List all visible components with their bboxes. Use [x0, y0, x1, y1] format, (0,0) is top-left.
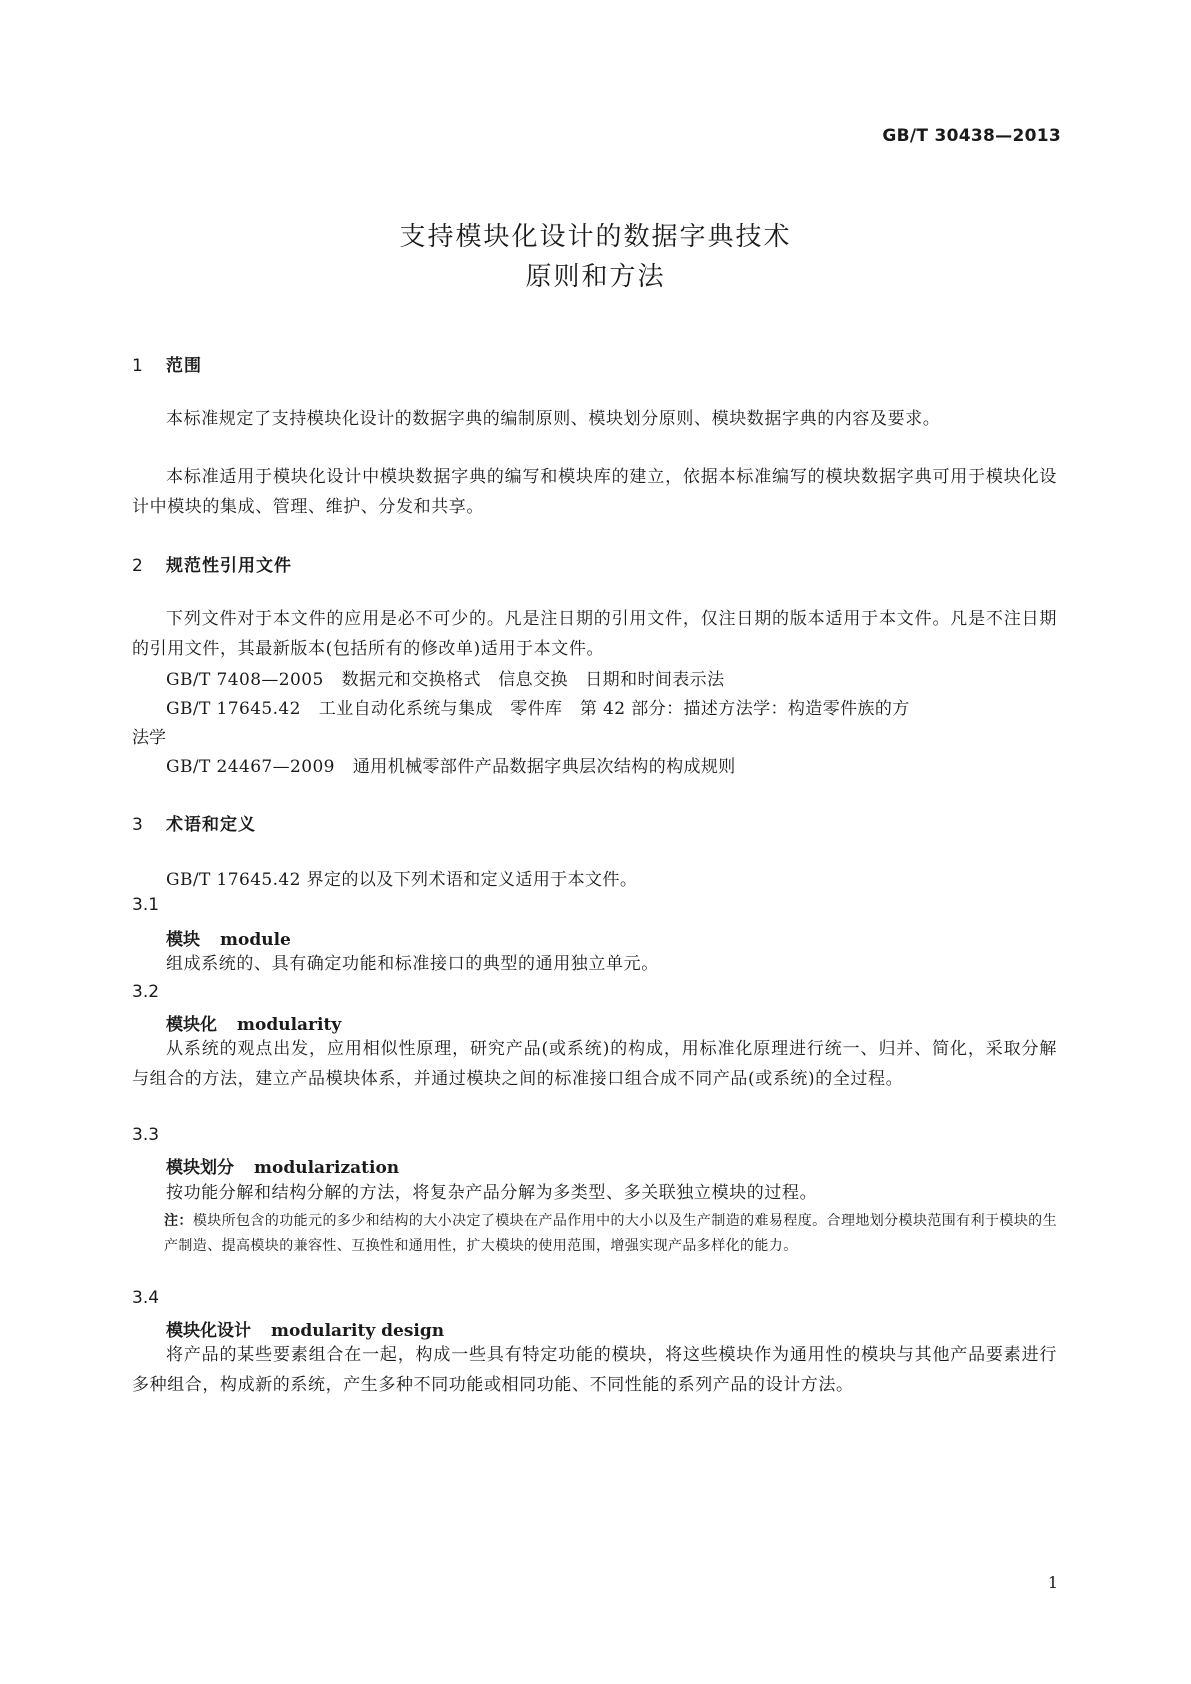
section-1-heading — [132, 351, 202, 376]
term-3-3-definition: 按功能分解和结构分解的方法，将复杂产品分解为多类型、多关联独立模块的过程。 — [166, 1183, 818, 1203]
term-3-3 — [166, 1153, 399, 1178]
term-zh: 模块化设计 — [166, 1321, 251, 1341]
scope-paragraph-2: 本标准适用于模块化设计中模块数据字典的编写和模块库的建立，依据本标准编写的模块数据字典可用于模块化设计中模块的集成、管理、维护、分发和共享。 — [132, 467, 1057, 517]
term-en: modularity design — [271, 1321, 445, 1341]
reference-1 — [166, 665, 724, 690]
term-3-4 — [166, 1316, 444, 1341]
term-en: module — [220, 930, 291, 950]
reference-title: 数据元和交换格式 信息交换 日期和时间表示法 — [341, 670, 725, 690]
section-number: 3 — [132, 815, 143, 835]
scope-paragraph-1: 本标准规定了支持模块化设计的数据字典的编制原则、模块划分原则、模块数据字典的内容及要求。 — [166, 409, 941, 429]
term-zh: 模块化 — [166, 1015, 217, 1035]
section-3-heading — [132, 810, 256, 835]
section-title: 规范性引用文件 — [166, 556, 292, 576]
standard-code: GB/T 30438—2013 — [882, 126, 1061, 146]
references-intro: 下列文件对于本文件的应用是必不可少的。凡是注日期的引用文件，仅注日期的版本适用于本文件。凡是不注日期的引用文件，其最新版本(包括所有的修改单)适用于本文件。 — [132, 609, 1057, 659]
reference-2 — [166, 694, 910, 719]
reference-2-continued: 法学 — [132, 728, 166, 748]
note-label: 注： — [164, 1213, 193, 1229]
section-number: 1 — [132, 356, 143, 376]
term-number: 3.4 — [132, 1288, 160, 1308]
term-en: modularity — [237, 1015, 342, 1035]
term-3-2-definition: 从系统的观点出发，应用相似性原理，研究产品(或系统)的构成，用标准化原理进行统一、归并、简化，采取分解与组合的方法，建立产品模块体系，并通过模块之间的标准接口组合成不同产品(或系统)的全过程。 — [132, 1039, 1057, 1089]
term-3-2 — [166, 1010, 341, 1035]
reference-code: GB/T 17645.42 — [166, 699, 301, 719]
reference-title: 工业自动化系统与集成 零件库 第 42 部分：描述方法学：构造零件族的方 — [318, 699, 910, 719]
reference-title: 通用机械零部件产品数据字典层次结构的构成规则 — [352, 757, 736, 777]
term-number: 3.3 — [132, 1125, 160, 1145]
section-title: 范围 — [166, 356, 202, 376]
term-3-1 — [166, 925, 291, 950]
term-3-3-note — [164, 1209, 1057, 1259]
title-line-1: 支持模块化设计的数据字典技术 — [399, 222, 792, 252]
section-number: 2 — [132, 556, 143, 576]
note-text: 模块所包含的功能元的多少和结构的大小决定了模块在产品作用中的大小以及生产制造的难易程度。合理地划分模块范围有利于模块的生产制造、提高模块的兼容性、互换性和通用性，扩大模块的使用范围，增强实现产品多样化的能力。 — [164, 1213, 1057, 1254]
term-en: modularization — [254, 1158, 400, 1178]
term-zh: 模块划分 — [166, 1158, 234, 1178]
term-number: 3.2 — [132, 982, 160, 1002]
reference-code: GB/T 24467—2009 — [166, 757, 335, 777]
terms-intro: GB/T 17645.42 界定的以及下列术语和定义适用于本文件。 — [166, 870, 638, 890]
section-2-heading — [132, 551, 292, 576]
term-zh: 模块 — [166, 930, 200, 950]
title-line-2: 原则和方法 — [525, 262, 666, 292]
term-3-1-definition: 组成系统的、具有确定功能和标准接口的典型的通用独立单元。 — [166, 954, 659, 974]
term-3-4-definition: 将产品的某些要素组合在一起，构成一些具有特定功能的模块，将这些模块作为通用性的模块与其他产品要素进行多种组合，构成新的系统，产生多种不同功能或相同功能、不同性能的系列产品的设计方法。 — [132, 1345, 1057, 1395]
reference-3 — [166, 752, 736, 777]
reference-code: GB/T 7408—2005 — [166, 670, 324, 690]
section-title: 术语和定义 — [166, 815, 256, 835]
term-number: 3.1 — [132, 895, 160, 915]
page-number: 1 — [1047, 1573, 1058, 1592]
